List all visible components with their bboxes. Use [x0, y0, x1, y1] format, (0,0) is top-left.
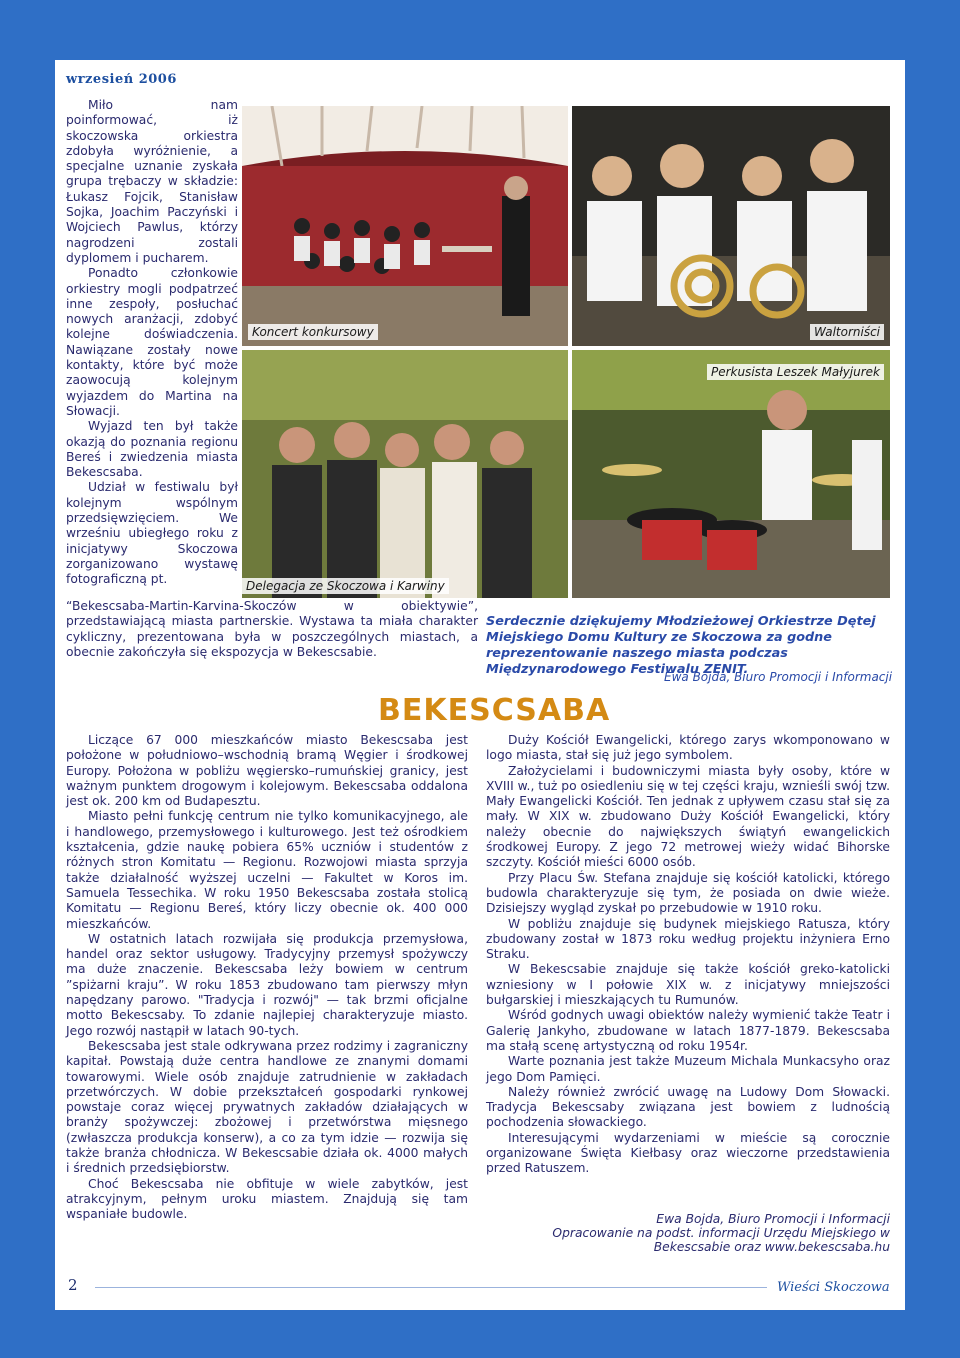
article-left-paragraph-1: Liczące 67 000 mieszkańców miasto Bekescsaba jest położone w południowo–wschodnią bramą Węgier i środkowej Europy. Położona w pobliżu węgiersko–rumuńskiej granicy, jest ważnym punktem drogowym i kolejowym. Bekescsaba oddalona jest ok. 200 km od Budapesztu. — [66, 733, 468, 809]
article-right-paragraph-3: Przy Placu Św. Stefana znajduje się kościół katolicki, którego budowla charakteryzuje się tym, że posiada on dwie wieże. Dzisiejszy wygląd zyskał po przebudowie w 1910 roku. — [486, 870, 890, 916]
article-right-paragraph-8: Należy również zwrócić uwagę na Ludowy Dom Słowacki. Tradycja Bekescsaby związana jest bowiem z ludnością pochodzenia słowackiego. — [486, 1084, 890, 1130]
article-right-column — [486, 733, 890, 1177]
article-right-paragraph-1: Duży Kościół Ewangelicki, którego zarys wkomponowano w logo miasta, stał się już jego symbolem. — [486, 733, 890, 763]
concert-caption: Koncert konkursowy — [248, 324, 378, 340]
horns-caption: Waltorniści — [810, 324, 884, 340]
article-right-paragraph-7: Warte poznania jest także Muzeum Michala Munkacsyho oraz jego Dom Pamięci. — [486, 1054, 890, 1084]
article-left-paragraph-3: W ostatnich latach rozwijała się produkcja przemysłowa, handel oraz sektor usługowy. Tradycyjny przemysł spożywczy ma duże znaczenie. Bekescsaba leży bowiem w centrum ”spiżarni kraju”. W roku 1853 zbudowano tam pierwszy młyn napędzany parowo. "Tradycja i rozwój" — tak brzmi oficjalne motto Bekescsaby. To zdanie najlepiej charakteryzuje miasto. Jego rozwój nastąpił w latach 90-tych. — [66, 931, 468, 1038]
footer-divider — [95, 1287, 767, 1288]
article-left-column — [66, 733, 468, 1223]
issue-date: wrzesień 2006 — [66, 72, 177, 87]
intro-paragraph-2: Ponadto członkowie orkiestry mogli podpatrzeć inne zespoły, posłuchać nowych aranżacji, zdobyć kolejne doświadczenia. Nawiązane zostały nowe kontakty, które być może zaowocują kolejnym wyjazdem do Martina na Słowacji. — [66, 266, 238, 418]
article-right-paragraph-9: Interesującymi wydarzeniami w mieście są corocznie organizowane Święta Kiełbasy oraz wieczorne przedstawienia przed Ratuszem. — [486, 1130, 890, 1176]
thanks-signature: Ewa Bojda, Biuro Promocji i Informacji — [664, 670, 893, 684]
drummer-caption: Perkusista Leszek Małyjurek — [707, 364, 884, 380]
article-right-paragraph-2: Założycielami i budowniczymi miasta były osoby, które w XVIII w., tuż po osiedleniu się w tej części kraju, wznieśli swój tzw. Mały Ewangelicki Kościół. Ten jednak z upływem czasu stał się za mały. W XIX w. zbudowano Duży Kościół Ewangelicki, który należy obecnie do największych świątyń ewangelickich środkowej Europy. Z jego 72 metrowej wieży widać Bihorske szczyty. Kościół mieści 6000 osób. — [486, 763, 890, 870]
article-left-paragraph-4: Bekescsaba jest stale odkrywana przez rodzimy i zagraniczny kapitał. Powstają duże centra handlowe ze znanymi domami towarowymi. Wiele osób znajduje zatrudnienie w zakładach przetwórczych. W dobie przekształceń gospodarki rynkowej powstaje coraz więcej prywatnych zakładów działających w branży spożywczej: zbożowej i przetwórstwa mięsnego (zwłaszcza produkcja konserw), a co za tym idzie — rozwija się także branża chłodnicza. W Bekescsabie działa ok. 4000 małych i średnich przedsiębiorstw. — [66, 1038, 468, 1176]
article-left-paragraph-5: Choć Bekescsaba nie obfituje w wiele zabytków, jest atrakcyjnym, pełnym uroku miastem. Znajdują się tam wspaniałe budowle. — [66, 1176, 468, 1222]
intro-paragraph-3: Wyjazd ten był także okazją do poznania regionu Bereś i zwiedzenia miasta Bekescsaba. — [66, 419, 238, 480]
article-left-paragraph-2: Miasto pełni funkcję centrum nie tylko komunikacyjnego, ale i handlowego, przemysłowego i kulturowego. Jest też ośrodkiem kształcenia, gdzie naukę pobiera 65% uczniów i studentów z różnych stron Komitatu — Regionu. Rozwojowi miasta sprzyja także działalność wyższej uczelni — Fakultet w Koros im. Samuela Tessechika. W roku 1950 Bekescsaba została stolicą Komitatu — Regionu Bereś, który liczy obecnie ok. 400 000 mieszkańców. — [66, 809, 468, 931]
magazine-name: Wieści Skoczowa — [777, 1280, 890, 1295]
article-right-paragraph-4: W pobliżu znajduje się budynek miejskiego Ratusza, który zbudowany został w 1873 roku według projektu inżyniera Erno Straku. — [486, 916, 890, 962]
intro-continuation-text: “Bekescsaba-Martin-Karvina-Skoczów w obiektywie”, przedstawiającą miasta partnerskie. Wystawa ta miała charakter cykliczny, prezentowana była w poszczególnych miastach, a obecnie zakończyła się ekspozycja w Bekescsabie. — [66, 599, 478, 659]
intro-paragraph-1: Miło nam poinformować, iż skoczowska orkiestra zdobyła wyróżnienie, a specjalne uznanie zyskała grupa trębaczy w składzie: Łukasz Fojcik, Stanisław Sojka, Joachim Paczyński i Wojciech Pawlus, którzy nagrodzeni zostali dyplomem i pucharem. — [66, 98, 238, 265]
delegation-caption: Delegacja ze Skoczowa i Karwiny — [242, 578, 449, 594]
intro-continuation — [66, 599, 478, 660]
thanks-note: Serdecznie dziękujemy Młodzieżowej Orkiestrze Dętej Miejskiego Domu Kultury ze Skoczowa za godne reprezentowanie naszego miasta podczas Międzynarodowego Festiwalu ZENIT. — [486, 614, 876, 677]
drummer-photo — [572, 350, 890, 598]
delegation-photo — [242, 350, 568, 598]
article-right-paragraph-5: W Bekescsabie znajduje się także kościół greko-katolicki wzniesiony w I połowie XIX w. z inicjatywy mniejszości bułgarskiej i mieszkających tu Rumunów. — [486, 962, 890, 1008]
intro-paragraph-4: Udział w festiwalu był kolejnym wspólnym przedsięwzięciem. We wrześniu ubiegłego roku z inicjatywy Skoczowa zorganizowano wystawę fotograficzną pt. — [66, 480, 238, 587]
article-right-paragraph-6: Wśród godnych uwagi obiektów należy wymienić także Teatr i Galerię Jankyho, zbudowane w latach 1877-1879. Bekescsaba ma stałą scenę artystyczną od roku 1954r. — [486, 1008, 890, 1053]
article-title: BEKESCSABA — [378, 693, 611, 728]
horns-photo — [572, 106, 890, 346]
concert-photo — [242, 106, 568, 346]
page-number: 2 — [68, 1276, 78, 1294]
article-signature-source: Opracowanie na podst. informacji Urzędu Miejskiego w Bekescsabie oraz www.bekescsaba.hu — [552, 1226, 890, 1254]
intro-column — [66, 98, 238, 588]
article-signature-author: Ewa Bojda, Biuro Promocji i Informacji — [656, 1212, 890, 1226]
article-signature — [486, 1212, 890, 1254]
